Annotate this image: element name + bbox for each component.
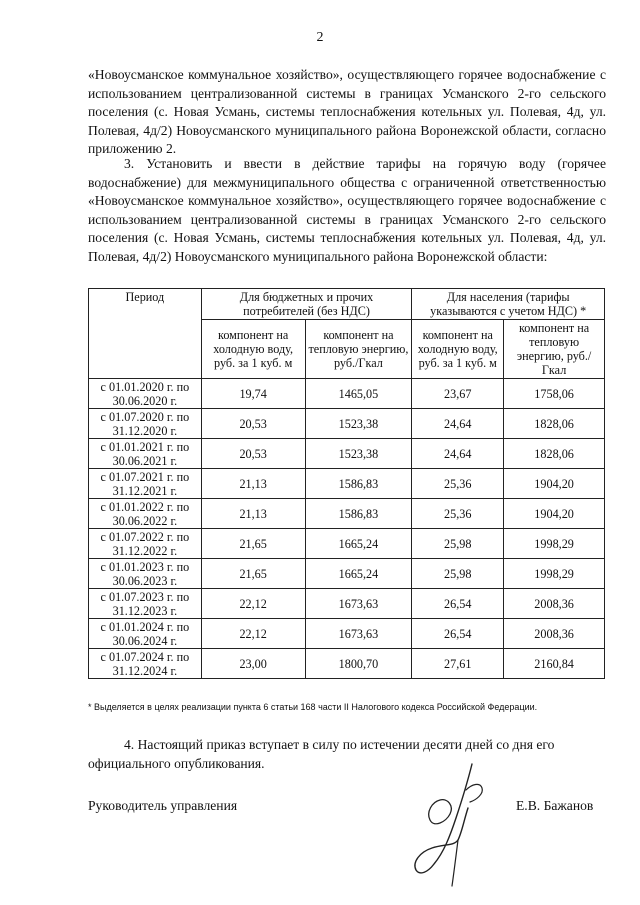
cell-heat-population: 2008,36 (504, 619, 605, 649)
handwritten-signature (410, 760, 500, 890)
cell-heat-budget: 1523,38 (305, 409, 412, 439)
cell-cold-budget: 21,13 (201, 469, 305, 499)
table-row (89, 529, 605, 559)
cell-cold-population: 27,61 (412, 649, 504, 679)
cell-cold-budget: 21,65 (201, 529, 305, 559)
paragraph-item-4 (88, 735, 606, 773)
cell-cold-population: 24,64 (412, 439, 504, 469)
table-row (89, 559, 605, 589)
header-period: Период (89, 289, 202, 379)
cell-heat-budget: 1465,05 (305, 379, 412, 409)
cell-cold-budget: 19,74 (201, 379, 305, 409)
cell-cold-budget: 22,12 (201, 619, 305, 649)
paragraph-item-3-text: 3. Установить и ввести в действие тарифы на горячую воду (горячее водоснабжение) для межмуниципального общества с ограниченной ответственностью «Новоусманское коммунальное хозяйство», осуществляющего горячее водоснабжение с использованием централизованной системы в границах Усманского 2-го сельского поселения (с. Новая Усмань, системы теплоснабжения котельных ул. Полевая, 4д, ул. Полевая, 4д/2) Новоусманского муниципального района Воронежской области: (88, 156, 606, 264)
cell-cold-budget: 20,53 (201, 439, 305, 469)
cell-cold-population: 25,98 (412, 559, 504, 589)
paragraph-continued: «Новоусманское коммунальное хозяйство», осуществляющего горячее водоснабжение с использованием централизованной системы в границах Усманского 2-го сельского поселения (с. Новая Усмань, системы теплоснабжения котельных ул. Полевая, 4д, ул. Полевая, 4д/2) Новоусманского муниципального района Воронежской области, согласно приложению 2. (88, 67, 606, 156)
table-row (89, 439, 605, 469)
header-group-population: Для населения (тарифы указываются с учетом НДС) * (412, 289, 605, 320)
cell-period: с 01.01.2024 г. по 30.06.2024 г. (89, 619, 202, 649)
header-heat-budget: компонент на тепловую энергию, руб./Гкал (305, 320, 412, 379)
cell-period: с 01.07.2021 г. по 31.12.2021 г. (89, 469, 202, 499)
table-row (89, 409, 605, 439)
cell-heat-budget: 1665,24 (305, 559, 412, 589)
cell-heat-budget: 1673,63 (305, 589, 412, 619)
header-group-budget: Для бюджетных и прочих потребителей (без НДС) (201, 289, 412, 320)
cell-heat-population: 2160,84 (504, 649, 605, 679)
cell-period: с 01.01.2021 г. по 30.06.2021 г. (89, 439, 202, 469)
cell-cold-population: 25,36 (412, 499, 504, 529)
page-number: 2 (316, 30, 324, 45)
cell-period: с 01.01.2023 г. по 30.06.2023 г. (89, 559, 202, 589)
cell-heat-population: 1828,06 (504, 439, 605, 469)
cell-heat-population: 1998,29 (504, 559, 605, 589)
table-header-row (89, 289, 605, 320)
cell-cold-population: 26,54 (412, 619, 504, 649)
cell-heat-population: 1828,06 (504, 409, 605, 439)
cell-heat-population: 1904,20 (504, 469, 605, 499)
cell-cold-population: 23,67 (412, 379, 504, 409)
header-cold-budget: компонент на холодную воду, руб. за 1 куб. м (201, 320, 305, 379)
cell-heat-population: 1998,29 (504, 529, 605, 559)
signatory-role: Руководитель управления (88, 798, 238, 813)
table-row (89, 499, 605, 529)
cell-cold-population: 25,36 (412, 469, 504, 499)
cell-heat-population: 1758,06 (504, 379, 605, 409)
cell-cold-budget: 23,00 (201, 649, 305, 679)
header-heat-population: компонент на тепловую энергию, руб./Гкал (504, 320, 605, 379)
cell-period: с 01.01.2020 г. по 30.06.2020 г. (89, 379, 202, 409)
table-row (89, 619, 605, 649)
cell-cold-budget: 20,53 (201, 409, 305, 439)
cell-heat-budget: 1665,24 (305, 529, 412, 559)
paragraph-item-3 (88, 155, 606, 266)
cell-heat-population: 1904,20 (504, 499, 605, 529)
cell-cold-budget: 21,13 (201, 499, 305, 529)
cell-heat-budget: 1673,63 (305, 619, 412, 649)
tariff-table (88, 288, 605, 679)
cell-heat-population: 2008,36 (504, 589, 605, 619)
cell-cold-population: 26,54 (412, 589, 504, 619)
cell-heat-budget: 1586,83 (305, 469, 412, 499)
cell-heat-budget: 1800,70 (305, 649, 412, 679)
header-cold-population: компонент на холодную воду, руб. за 1 куб. м (412, 320, 504, 379)
paragraph-item-4-text: 4. Настоящий приказ вступает в силу по истечении десяти дней со дня его официального опубликования. (88, 737, 555, 771)
table-row (89, 589, 605, 619)
cell-period: с 01.01.2022 г. по 30.06.2022 г. (89, 499, 202, 529)
cell-cold-population: 24,64 (412, 409, 504, 439)
cell-cold-budget: 21,65 (201, 559, 305, 589)
cell-cold-budget: 22,12 (201, 589, 305, 619)
footnote: * Выделяется в целях реализации пункта 6 статьи 168 части II Налогового кодекса Российской Федерации. (88, 702, 538, 712)
cell-period: с 01.07.2024 г. по 31.12.2024 г. (89, 649, 202, 679)
cell-period: с 01.07.2020 г. по 31.12.2020 г. (89, 409, 202, 439)
cell-heat-budget: 1586,83 (305, 499, 412, 529)
cell-period: с 01.07.2022 г. по 31.12.2022 г. (89, 529, 202, 559)
signatory-name: Е.В. Бажанов (516, 798, 594, 813)
cell-period: с 01.07.2023 г. по 31.12.2023 г. (89, 589, 202, 619)
cell-cold-population: 25,98 (412, 529, 504, 559)
table-row (89, 379, 605, 409)
table-row (89, 649, 605, 679)
table-row (89, 469, 605, 499)
cell-heat-budget: 1523,38 (305, 439, 412, 469)
